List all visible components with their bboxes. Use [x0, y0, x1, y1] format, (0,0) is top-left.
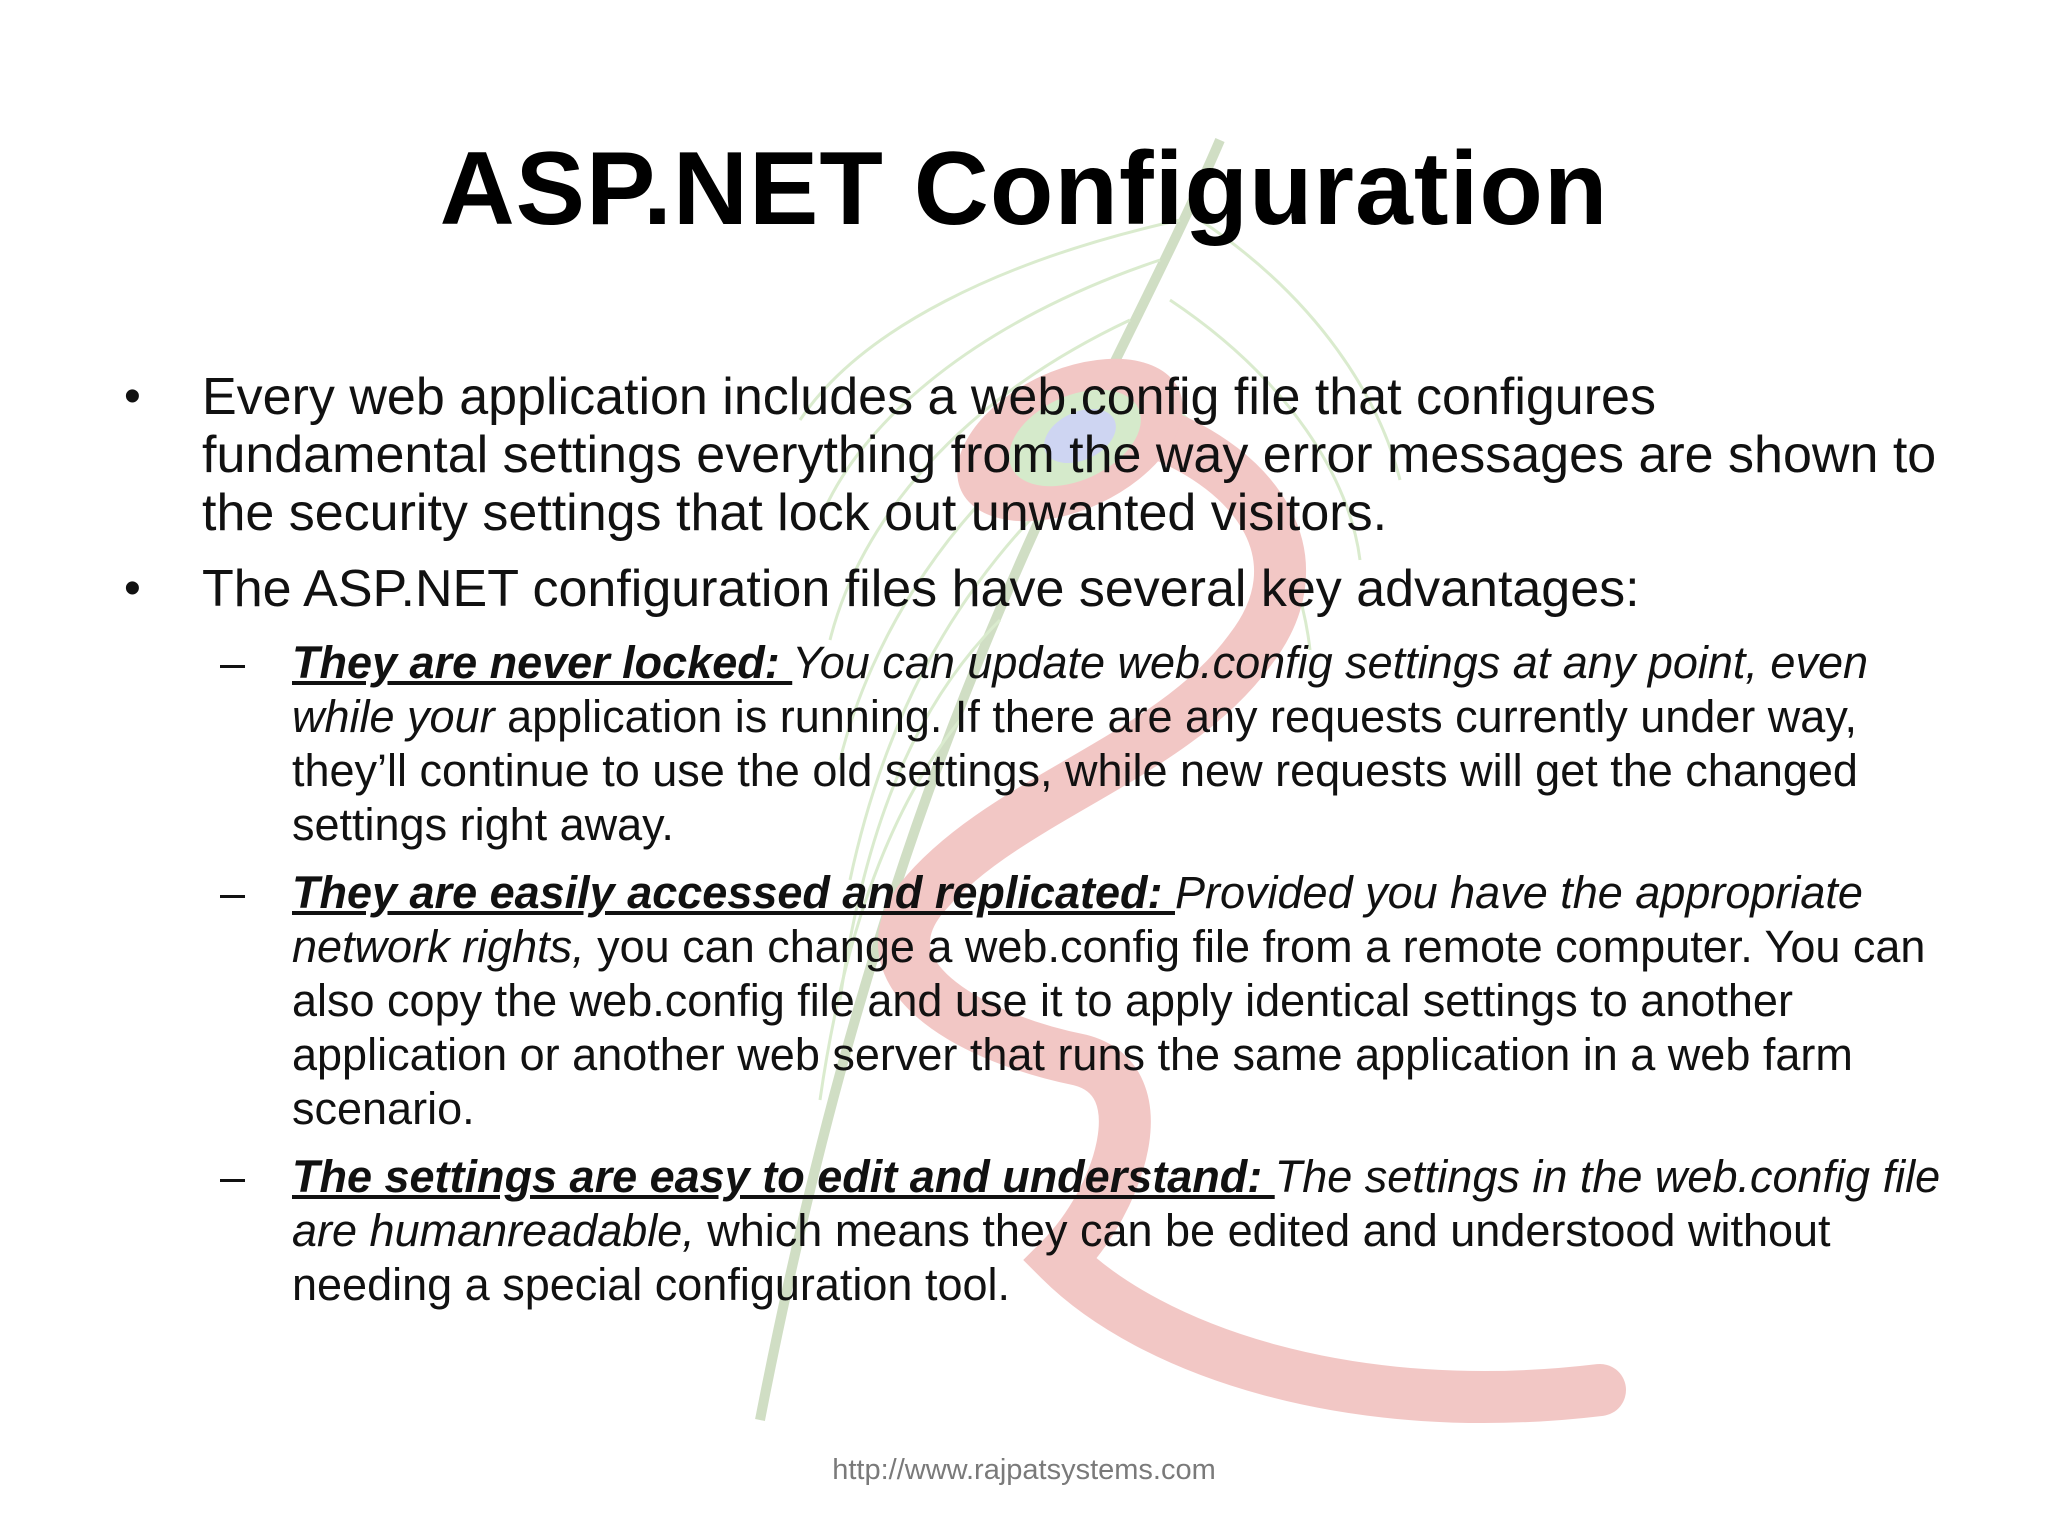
- sub-bullet-text: you can change a web.config file from a remote computer. You can also copy the web.config file and use it to apply identical settings to another application or another web server that runs the same application in a web farm scenario.: [292, 921, 1926, 1134]
- slide-content: [120, 368, 1950, 1326]
- sub-bullet-italic: The settings in the web.config file are humanreadable,: [292, 1151, 1941, 1256]
- sub-bullet-item: [220, 1150, 1950, 1312]
- dash-mark: –: [220, 1151, 246, 1202]
- sub-bullet-heading: The settings are easy to edit and understand:: [292, 1151, 1275, 1202]
- sub-bullet-heading: They are easily accessed and replicated:: [292, 867, 1175, 918]
- sub-bullet-heading: They are never locked:: [292, 637, 793, 688]
- dash-mark: –: [220, 637, 246, 688]
- bullet-item: [120, 368, 1950, 542]
- sub-bullet-item: [220, 636, 1950, 852]
- bullet-item: [120, 560, 1950, 618]
- sub-bullet-text: which means they can be edited and understood without needing a special configuration tool.: [292, 1205, 1831, 1310]
- sub-bullet-italic: You can update web.config settings at any point, even while your: [292, 637, 1868, 742]
- footer-url: http://www.rajpatsystems.com: [832, 1454, 1216, 1486]
- bullet-mark: •: [124, 370, 141, 423]
- bullet-text: The ASP.NET configuration files have several key advantages:: [202, 560, 1640, 618]
- sub-bullet-text: application is running. If there are any requests currently under way, they’ll continue to use the old settings, while new requests will get the changed settings right away.: [292, 691, 1858, 850]
- slide-title: ASP.NET Configuration: [439, 131, 1609, 247]
- bullet-text: Every web application includes a web.config file that configures fundamental settings everything from the way error messages are shown to the security settings that lock out unwanted visitors.: [202, 368, 1937, 542]
- dash-mark: –: [220, 867, 246, 918]
- sub-bullet-item: [220, 866, 1950, 1136]
- sub-bullet-italic: Provided you have the appropriate network rights,: [292, 867, 1863, 972]
- bullet-mark: •: [124, 562, 141, 615]
